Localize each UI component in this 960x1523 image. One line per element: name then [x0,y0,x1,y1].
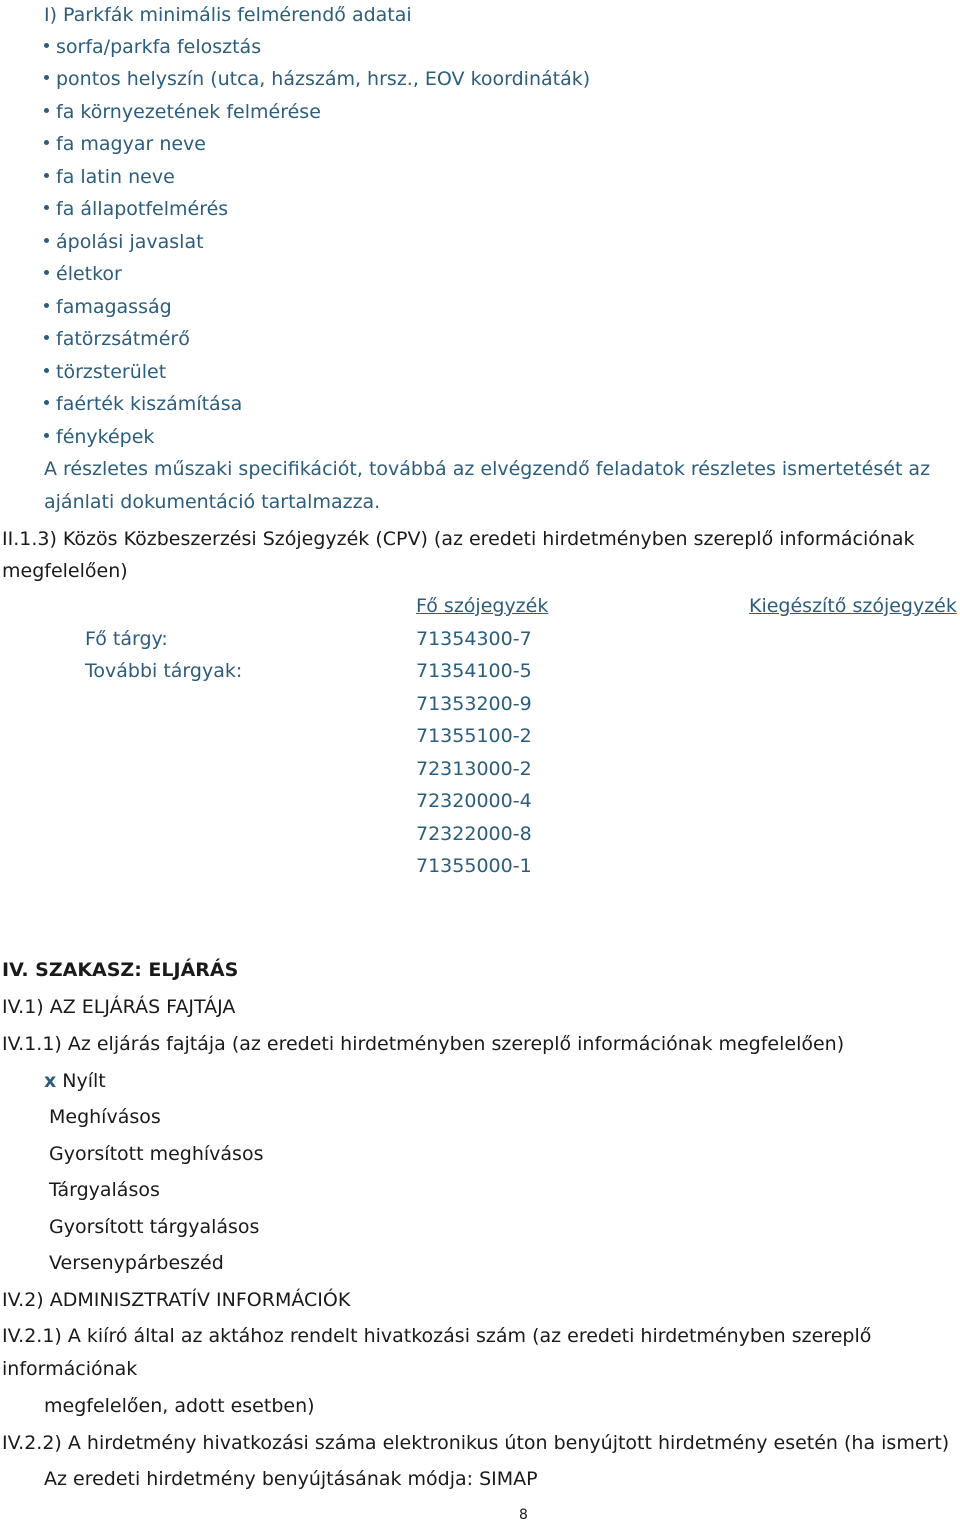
procedure-option: Gyorsított meghívásos [49,1143,264,1165]
cpv-main-label: Fő tárgy: [85,628,168,650]
iv22-heading: IV.2.2) A hirdetmény hivatkozási száma elektronikus úton benyújtott hirdetmény esetén (ha ismert) [2,1432,950,1454]
cpv-column-main: Fő szójegyzék [416,595,549,617]
procedure-option: Versenypárbeszéd [49,1252,224,1274]
cpv-column-supplementary: Kiegészítő szójegyzék [749,595,957,617]
cpv-code: 71355100-2 [416,725,532,747]
page-number: 8 [519,1507,528,1523]
bullet-icon [44,335,49,340]
list-item: fa magyar neve [44,131,206,157]
procedure-option: Tárgyalásos [49,1179,160,1201]
list-item: faérték kiszámítása [44,391,242,417]
list-item: fa latin neve [44,164,175,190]
iv1-heading: IV.1) AZ ELJÁRÁS FAJTÁJA [2,996,236,1018]
cpv-main-code: 71354300-7 [416,628,532,650]
iv21-heading-cont2: megfelelően, adott esetben) [44,1395,315,1417]
list-item: pontos helyszín (utca, házszám, hrsz., EOV koordináták) [44,66,590,92]
section-i-title: I) Parkfák minimális felmérendő adatai [44,4,412,26]
specification-note-cont: ajánlati dokumentáció tartalmazza. [44,491,381,513]
iv11-heading: IV.1.1) Az eljárás fajtája (az eredeti hirdetményben szereplő információnak megfelelően) [2,1033,845,1055]
cpv-code: 71354100-5 [416,660,532,682]
section-iv-title: IV. SZAKASZ: ELJÁRÁS [2,959,239,981]
cpv-code: 71355000-1 [416,855,532,877]
list-item: fatörzsátmérő [44,326,190,352]
bullet-icon [44,303,49,308]
bullet-icon [44,433,49,438]
list-item: életkor [44,261,122,287]
bullet-icon [44,108,49,113]
list-item: fa környezetének felmérése [44,99,321,125]
bullet-icon [44,368,49,373]
submission-method: Az eredeti hirdetmény benyújtásának módja: SIMAP [44,1468,538,1490]
list-item: famagasság [44,294,172,320]
list-item: sorfa/parkfa felosztás [44,34,261,60]
cpv-further-label: További tárgyak: [85,660,243,682]
bullet-icon [44,400,49,405]
bullet-icon [44,140,49,145]
procedure-option: Meghívásos [49,1106,161,1128]
selected-mark-icon: x [44,1070,57,1092]
iv21-heading-cont: információnak [2,1358,138,1380]
cpv-heading-cont: megfelelően) [2,560,128,582]
list-item: fényképek [44,424,154,450]
cpv-code: 72320000-4 [416,790,532,812]
list-item: ápolási javaslat [44,229,204,255]
bullet-icon [44,270,49,275]
list-item: törzsterület [44,359,166,385]
list-item: fa állapotfelmérés [44,196,228,222]
iv2-heading: IV.2) ADMINISZTRATÍV INFORMÁCIÓK [2,1289,351,1311]
bullet-icon [44,75,49,80]
cpv-code: 72313000-2 [416,758,532,780]
bullet-icon [44,43,49,48]
cpv-code: 71353200-9 [416,693,532,715]
cpv-heading: II.1.3) Közös Közbeszerzési Szójegyzék (CPV) (az eredeti hirdetményben szereplő információnak [2,528,915,550]
iv21-heading: IV.2.1) A kiíró által az aktához rendelt hivatkozási szám (az eredeti hirdetményben szereplő [2,1325,872,1347]
bullet-icon [44,173,49,178]
cpv-code: 72322000-8 [416,823,532,845]
specification-note: A részletes műszaki specifikációt, továbbá az elvégzendő feladatok részletes ismertetését az [44,458,931,480]
procedure-option-open: x Nyílt [44,1070,106,1092]
bullet-icon [44,205,49,210]
bullet-icon [44,238,49,243]
procedure-option: Gyorsított tárgyalásos [49,1216,260,1238]
